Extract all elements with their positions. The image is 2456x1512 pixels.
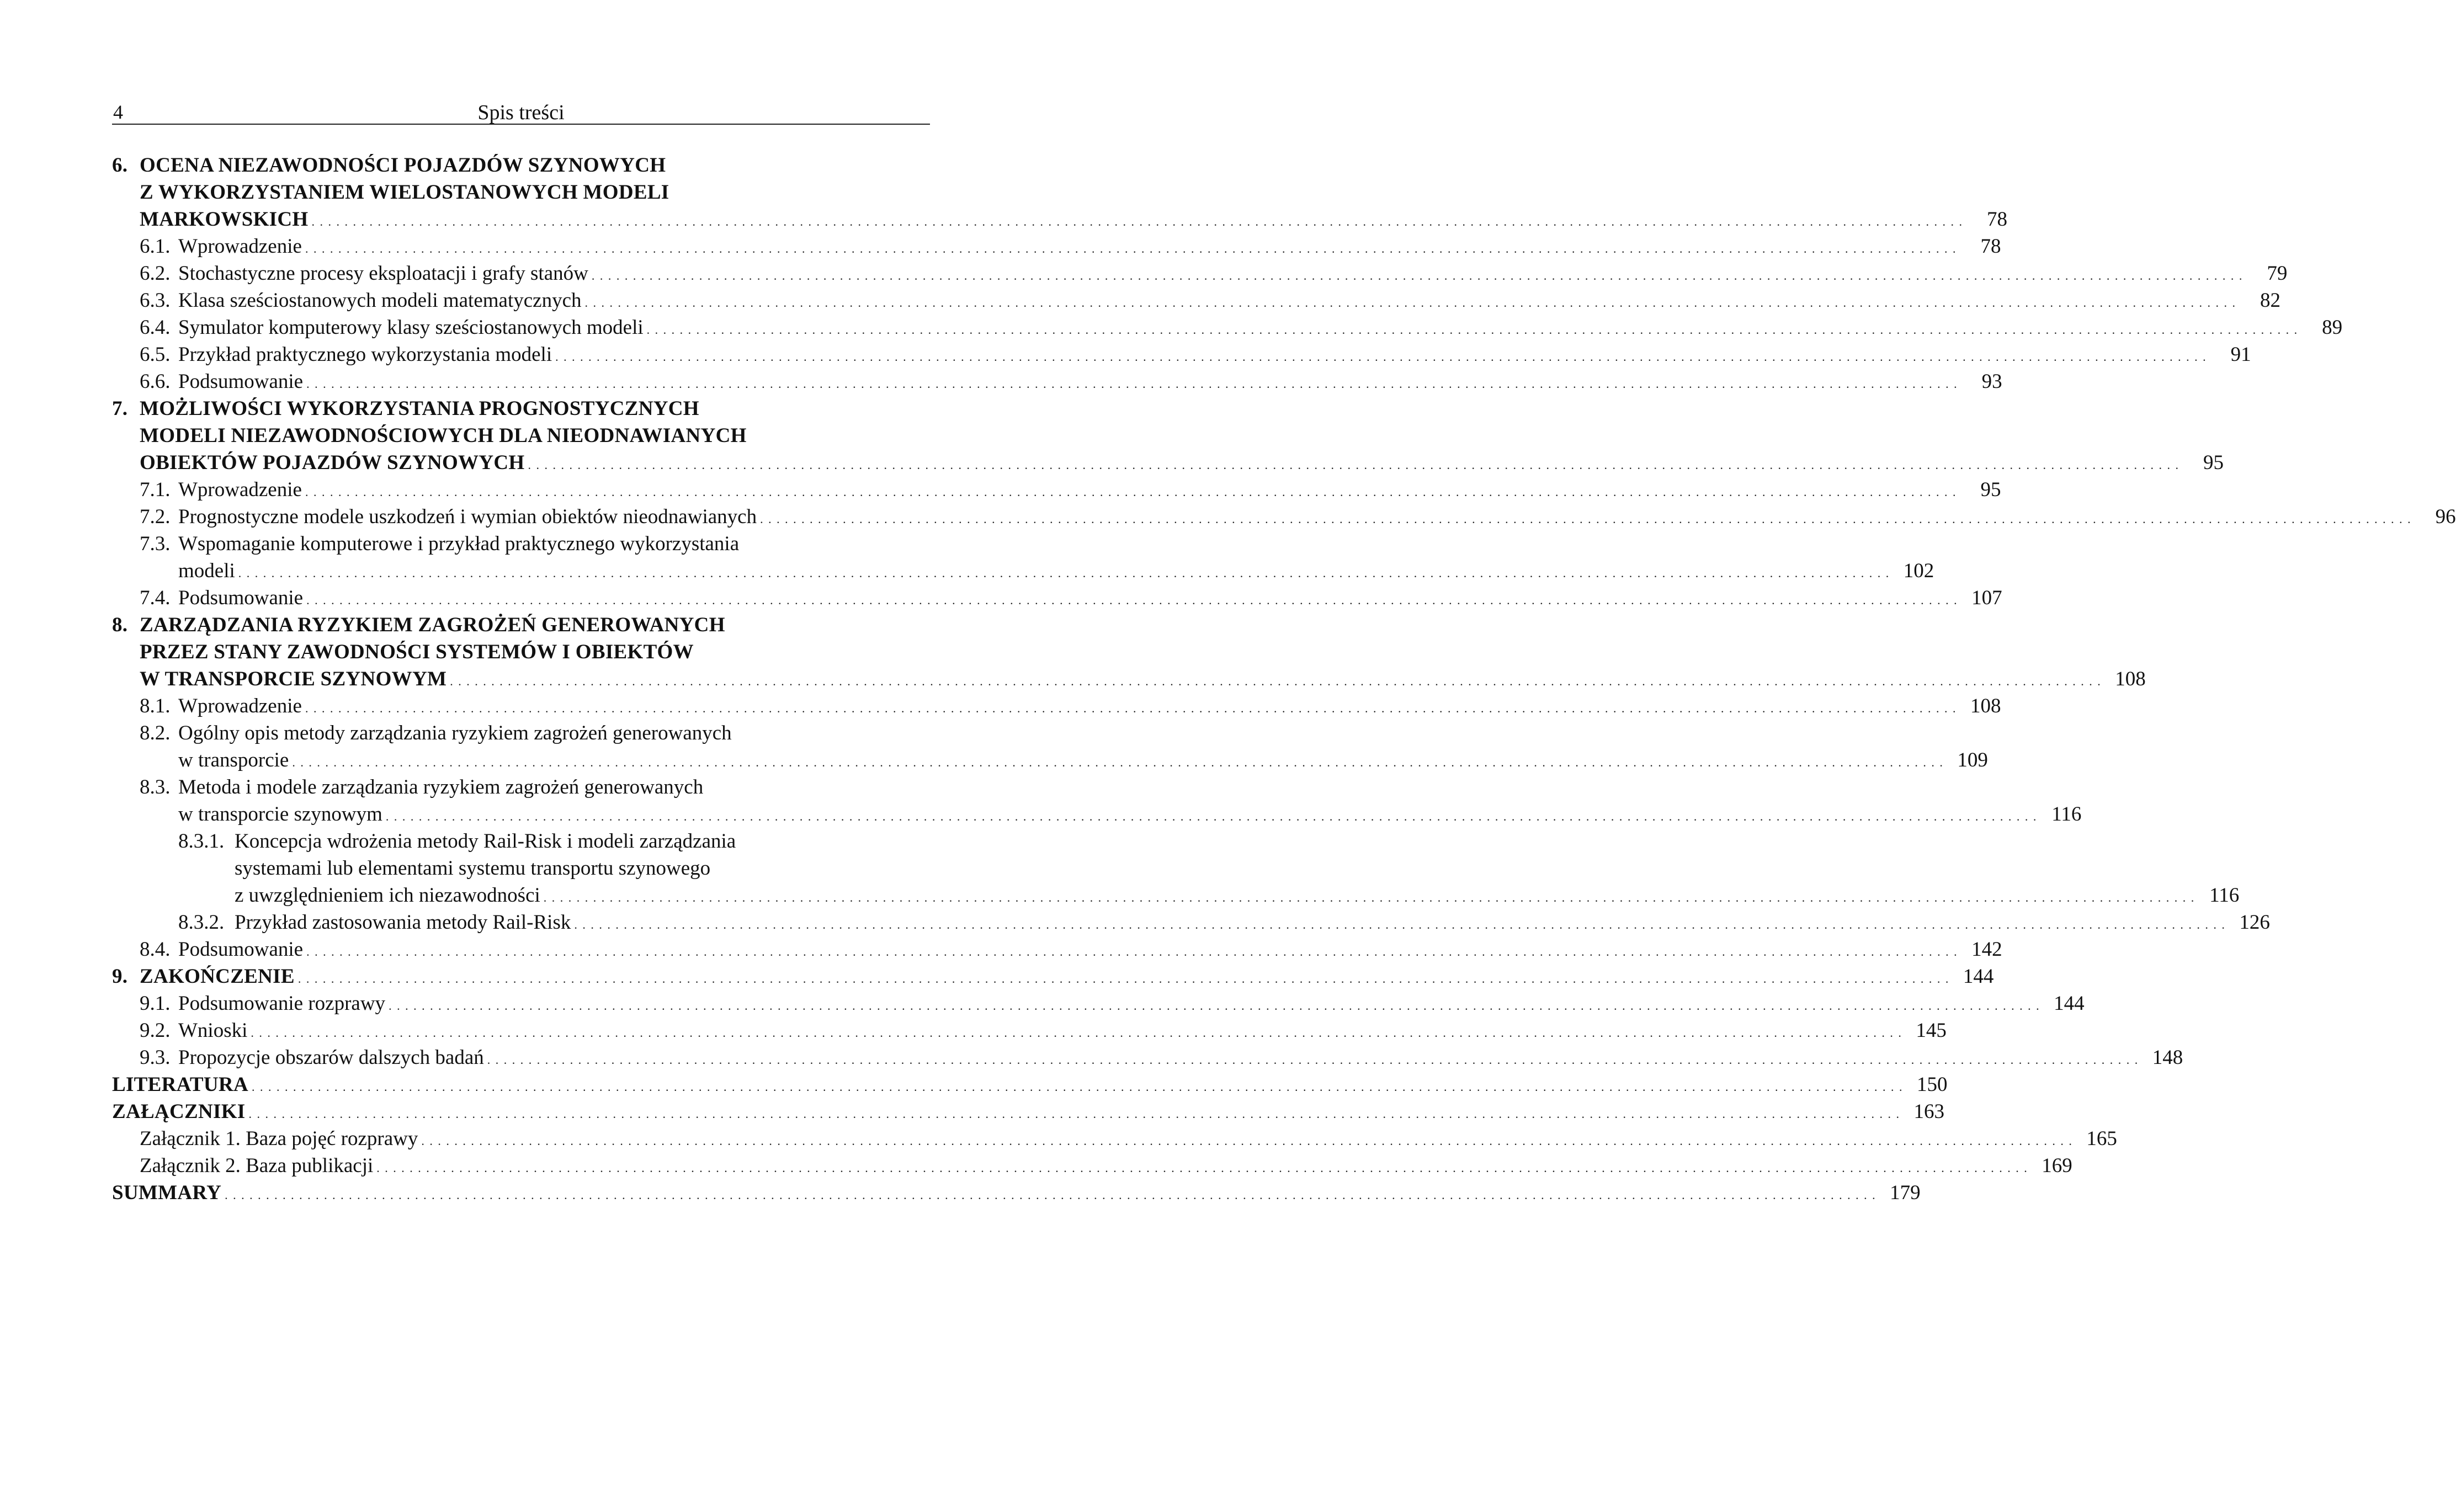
leader-dots: . . . . . . . . . . . . . . . . . . . . . . . . . . . . . . . . . . . . . . . . . . . . . . . . . . . . . . . . . . . . . . . . . . . . . . . . . . . . . . . . . . . . . . . . . . . . . . . . . . . . . . . . . . . . . . . . . . . . . . . . . . . . . . . . . . . . . . . . . . . . . . . . . . . . . . . . . . . . . . . . . . . . . . . . . . . . . . . . . . . . . . . . . . . . . . . . . . . . . . . . (248, 1107, 1900, 1121)
toc-line (112, 1044, 2183, 1071)
toc-entry-s831 (112, 828, 2240, 909)
toc-entry-s65 (112, 341, 2251, 368)
toc-title: w transporcie (178, 749, 289, 771)
toc-line (112, 530, 908, 557)
toc-page-number: 148 (2152, 1046, 2183, 1069)
toc-title: OCENA NIEZAWODNOŚCI POJAZDÓW SZYNOWYCH (140, 154, 666, 177)
page-number: 4 (113, 101, 123, 123)
toc-number: 8. (112, 614, 128, 636)
toc-page-number: 102 (1903, 560, 1934, 582)
toc-title: Stochastyczne procesy eksploatacji i grafy stanów (178, 262, 588, 285)
leader-dots: . . . . . . . . . . . . . . . . . . . . . . . . . . . . . . . . . . . . . . . . . . . . . . . . . . . . . . . . . . . . . . . . . . . . . . . . . . . . . . . . . . . . . . . . . . . . . . . . . . . . . . . . . . . . . . . . . . . . . . . . . . . . . . . . . . . . . . . . . . . . . . . . . . . . . . . . . . . . . . . . . . . . . . . . . . . . . . . . . . . . . . . . . . . . . . . . . . . . . . . . (385, 810, 2038, 823)
toc-title: Ogólny opis metody zarządzania ryzykiem zagrożeń generowanych (178, 722, 732, 744)
page-header (112, 95, 930, 125)
toc-title: PRZEZ STANY ZAWODNOŚCI SYSTEMÓW I OBIEKTÓW (140, 641, 694, 663)
toc-page-number: 144 (2054, 992, 2085, 1015)
toc-title: Wprowadzenie (178, 235, 302, 258)
toc-number: 6. (112, 154, 128, 177)
toc-title: ZARZĄDZANIA RYZYKIEM ZAGROŻEŃ GENEROWANYCH (140, 614, 725, 636)
toc-line (112, 1017, 1947, 1044)
leader-dots: . . . . . . . . . . . . . . . . . . . . . . . . . . . . . . . . . . . . . . . . . . . . . . . . . . . . . . . . . . . . . . . . . . . . . . . . . . . . . . . . . . . . . . . . . . . . . . . . . . . . . . . . . . . . . . . . . . . . . . . . . . . . . . . . . . . . . . . . . . . . . . . . . . . . . . . . . . . . . . . . . . . . . . . . . . . . . . . . . . . . . . . . . . . . . . . . . . . . . . . . (306, 377, 1958, 391)
toc-line (112, 828, 908, 855)
leader-dots: . . . . . . . . . . . . . . . . . . . . . . . . . . . . . . . . . . . . . . . . . . . . . . . . . . . . . . . . . . . . . . . . . . . . . . . . . . . . . . . . . . . . . . . . . . . . . . . . . . . . . . . . . . . . . . . . . . . . . . . . . . . . . . . . . . . . . . . . . . . . . . . . . . . . . . . . . . . . . . . . . . . . . . . . . . . . . . . . . . . . . . . . . . . . . . . . . . . . . . . . (311, 215, 1963, 228)
table-of-contents (112, 152, 2456, 1206)
toc-entry-s62 (112, 260, 2288, 287)
leader-dots: . . . . . . . . . . . . . . . . . . . . . . . . . . . . . . . . . . . . . . . . . . . . . . . . . . . . . . . . . . . . . . . . . . . . . . . . . . . . . . . . . . . . . . . . . . . . . . . . . . . . . . . . . . . . . . . . . . . . . . . . . . . . . . . . . . . . . . . . . . . . . . . . . . . . . . . . . . . . . . . . . . . . . . . . . . . . . . . . . . . . . . . . . . . . . . . . . . . . . . . . (251, 1080, 1904, 1094)
toc-page-number: 96 (2435, 505, 2456, 528)
toc-page-number: 78 (1980, 235, 2001, 258)
leader-dots: . . . . . . . . . . . . . . . . . . . . . . . . . . . . . . . . . . . . . . . . . . . . . . . . . . . . . . . . . . . . . . . . . . . . . . . . . . . . . . . . . . . . . . . . . . . . . . . . . . . . . . . . . . . . . . . . . . . . . . . . . . . . . . . . . . . . . . . . . . . . . . . . . . . . . . . . . . . . . . . . . . . . . . . . . . . . . . . . . . . . . . . . . . . . . . . . . . . . . . . . (584, 296, 2236, 310)
toc-line (112, 260, 2288, 287)
toc-line (112, 855, 908, 882)
toc-line (112, 206, 2007, 233)
toc-title: Przykład zastosowania metody Rail-Risk (235, 911, 571, 934)
toc-line (112, 1152, 2072, 1179)
toc-number: 8.3.1. (178, 830, 225, 853)
toc-page-number: 108 (2115, 668, 2146, 690)
toc-line (112, 449, 2224, 476)
toc-title: z uwzględnieniem ich niezawodności (235, 884, 540, 907)
toc-line (112, 557, 1934, 584)
toc-number: 6.6. (140, 370, 171, 393)
toc-entry-s92 (112, 1017, 1947, 1044)
toc-entry-c8 (112, 611, 2146, 693)
toc-line (112, 341, 2251, 368)
toc-number: 8.2. (140, 722, 171, 744)
toc-entry-zal (112, 1098, 1944, 1125)
toc-line (112, 638, 908, 666)
leader-dots: . . . . . . . . . . . . . . . . . . . . . . . . . . . . . . . . . . . . . . . . . . . . . . . . . . . . . . . . . . . . . . . . . . . . . . . . . . . . . . . . . . . . . . . . . . . . . . . . . . . . . . . . . . . . . . . . . . . . . . . . . . . . . . . . . . . . . . . . . . . . . . . . . . . . . . . . . . . . . . . . . . . . . . . . . . . . . . . . . . . . . . . . . . . . . . . . . . . . . . . . (555, 350, 2207, 364)
toc-line (112, 179, 908, 206)
toc-line (112, 611, 908, 638)
toc-number: 7.2. (140, 505, 171, 528)
toc-entry-s81 (112, 693, 2001, 720)
toc-number: 9. (112, 965, 128, 988)
toc-title: Podsumowanie (178, 587, 304, 609)
toc-page-number: 89 (2322, 316, 2343, 339)
toc-line (112, 584, 2002, 611)
toc-entry-s72 (112, 503, 2456, 530)
toc-line (112, 990, 2085, 1017)
leader-dots: . . . . . . . . . . . . . . . . . . . . . . . . . . . . . . . . . . . . . . . . . . . . . . . . . . . . . . . . . . . . . . . . . . . . . . . . . . . . . . . . . . . . . . . . . . . . . . . . . . . . . . . . . . . . . . . . . . . . . . . . . . . . . . . . . . . . . . . . . . . . . . . . . . . . . . . . . . . . . . . . . . . . . . . . . . . . . . . . . . . . . . . . . . . . . . . . . . . . . . . . (543, 891, 2195, 904)
toc-line (112, 476, 2001, 503)
leader-dots: . . . . . . . . . . . . . . . . . . . . . . . . . . . . . . . . . . . . . . . . . . . . . . . . . . . . . . . . . . . . . . . . . . . . . . . . . . . . . . . . . . . . . . . . . . . . . . . . . . . . . . . . . . . . . . . . . . . . . . . . . . . . . . . . . . . . . . . . . . . . . . . . . . . . . . . . . . . . . . . . . . . . . . . . . . . . . . . . . . . . . . . . . . . . . . . . . . . . . . . . (225, 1188, 1876, 1202)
toc-line (112, 801, 2082, 828)
toc-entry-s84 (112, 936, 2002, 963)
leader-dots: . . . . . . . . . . . . . . . . . . . . . . . . . . . . . . . . . . . . . . . . . . . . . . . . . . . . . . . . . . . . . . . . . . . . . . . . . . . . . . . . . . . . . . . . . . . . . . . . . . . . . . . . . . . . . . . . . . . . . . . . . . . . . . . . . . . . . . . . . . . . . . . . . . . . . . . . . . . . . . . . . . . . . . . . . . . . . . . . . . . . . . . . . . . . . . . . . . . . . . . . (528, 458, 2180, 472)
toc-line (112, 882, 2240, 909)
toc-line (112, 693, 2001, 720)
toc-line (112, 747, 1988, 774)
toc-number: 8.4. (140, 938, 171, 961)
toc-page-number: 150 (1916, 1073, 1948, 1096)
toc-number: 8.3. (140, 776, 171, 798)
leader-dots: . . . . . . . . . . . . . . . . . . . . . . . . . . . . . . . . . . . . . . . . . . . . . . . . . . . . . . . . . . . . . . . . . . . . . . . . . . . . . . . . . . . . . . . . . . . . . . . . . . . . . . . . . . . . . . . . . . . . . . . . . . . . . . . . . . . . . . . . . . . . . . . . . . . . . . . . . . . . . . . . . . . . . . . . . . . . . . . . . . . . . . . . . . . . . . . . . . . . . . . . (450, 674, 2102, 688)
toc-title: Załącznik 2. Baza publikacji (140, 1154, 374, 1177)
toc-entry-s61 (112, 233, 2001, 260)
toc-entry-s71 (112, 476, 2001, 503)
leader-dots: . . . . . . . . . . . . . . . . . . . . . . . . . . . . . . . . . . . . . . . . . . . . . . . . . . . . . . . . . . . . . . . . . . . . . . . . . . . . . . . . . . . . . . . . . . . . . . . . . . . . . . . . . . . . . . . . . . . . . . . . . . . . . . . . . . . . . . . . . . . . . . . . . . . . . . . . . . . . . . . . . . . . . . . . . . . . . . . . . . . . . . . . . . . . . . . . . . . . . . . . (646, 323, 2299, 337)
leader-dots: . . . . . . . . . . . . . . . . . . . . . . . . . . . . . . . . . . . . . . . . . . . . . . . . . . . . . . . . . . . . . . . . . . . . . . . . . . . . . . . . . . . . . . . . . . . . . . . . . . . . . . . . . . . . . . . . . . . . . . . . . . . . . . . . . . . . . . . . . . . . . . . . . . . . . . . . . . . . . . . . . . . . . . . . . . . . . . . . . . . . . . . . . . . . . . . . . . . . . . . . (297, 972, 1950, 986)
toc-line (112, 314, 2343, 341)
leader-dots: . . . . . . . . . . . . . . . . . . . . . . . . . . . . . . . . . . . . . . . . . . . . . . . . . . . . . . . . . . . . . . . . . . . . . . . . . . . . . . . . . . . . . . . . . . . . . . . . . . . . . . . . . . . . . . . . . . . . . . . . . . . . . . . . . . . . . . . . . . . . . . . . . . . . . . . . . . . . . . . . . . . . . . . . . . . . . . . . . . . . . . . . . . . . . . . . . . . . . . . . (306, 945, 1958, 959)
toc-line (112, 395, 908, 422)
toc-line (112, 287, 2280, 314)
toc-entry-c9 (112, 963, 1994, 990)
toc-page-number: 145 (1916, 1019, 1947, 1042)
toc-title: OBIEKTÓW POJAZDÓW SZYNOWYCH (140, 451, 525, 474)
toc-title: Z WYKORZYSTANIEM WIELOSTANOWYCH MODELI (140, 181, 669, 204)
toc-entry-s82 (112, 720, 1988, 774)
leader-dots: . . . . . . . . . . . . . . . . . . . . . . . . . . . . . . . . . . . . . . . . . . . . . . . . . . . . . . . . . . . . . . . . . . . . . . . . . . . . . . . . . . . . . . . . . . . . . . . . . . . . . . . . . . . . . . . . . . . . . . . . . . . . . . . . . . . . . . . . . . . . . . . . . . . . . . . . . . . . . . . . . . . . . . . . . . . . . . . . . . . . . . . . . . . . . . . . . . . . . . . . (306, 593, 1958, 607)
toc-entry-s832 (112, 909, 2270, 936)
toc-entry-s64 (112, 314, 2343, 341)
toc-title: MODELI NIEZAWODNOŚCIOWYCH DLA NIEODNAWIANYCH (140, 424, 747, 447)
toc-number: 9.3. (140, 1046, 171, 1069)
toc-title: modeli (178, 560, 235, 582)
toc-title: W TRANSPORCIE SZYNOWYM (140, 668, 447, 690)
toc-line (112, 909, 2270, 936)
toc-line (112, 233, 2001, 260)
toc-line (112, 1098, 1944, 1125)
toc-number: 7.3. (140, 533, 171, 555)
toc-line (112, 422, 908, 449)
toc-page-number: 169 (2042, 1154, 2072, 1177)
toc-title: SUMMARY (112, 1181, 222, 1204)
leader-dots: . . . . . . . . . . . . . . . . . . . . . . . . . . . . . . . . . . . . . . . . . . . . . . . . . . . . . . . . . . . . . . . . . . . . . . . . . . . . . . . . . . . . . . . . . . . . . . . . . . . . . . . . . . . . . . . . . . . . . . . . . . . . . . . . . . . . . . . . . . . . . . . . . . . . . . . . . . . . . . . . . . . . . . . . . . . . . . . . . . . . . . . . . . . . . . . . . . . . . . . . (251, 1026, 1902, 1040)
toc-title: w transporcie szynowym (178, 803, 382, 826)
toc-entry-s73 (112, 530, 1934, 584)
toc-line (112, 774, 908, 801)
toc-title: Podsumowanie (178, 938, 304, 961)
leader-dots: . . . . . . . . . . . . . . . . . . . . . . . . . . . . . . . . . . . . . . . . . . . . . . . . . . . . . . . . . . . . . . . . . . . . . . . . . . . . . . . . . . . . . . . . . . . . . . . . . . . . . . . . . . . . . . . . . . . . . . . . . . . . . . . . . . . . . . . . . . . . . . . . . . . . . . . . . . . . . . . . . . . . . . . . . . . . . . . . . . . . . . . . . . . . . . . . . . . . . . . . (487, 1053, 2139, 1067)
toc-page-number: 163 (1913, 1100, 1944, 1123)
toc-page-number: 107 (1971, 587, 2002, 609)
toc-line (112, 1179, 1921, 1206)
toc-entry-s91 (112, 990, 2085, 1017)
toc-title: Klasa sześciostanowych modeli matematycznych (178, 289, 582, 312)
toc-entry-s93 (112, 1044, 2183, 1071)
toc-entry-s66 (112, 368, 2002, 395)
toc-page-number: 91 (2230, 343, 2251, 366)
leader-dots: . . . . . . . . . . . . . . . . . . . . . . . . . . . . . . . . . . . . . . . . . . . . . . . . . . . . . . . . . . . . . . . . . . . . . . . . . . . . . . . . . . . . . . . . . . . . . . . . . . . . . . . . . . . . . . . . . . . . . . . . . . . . . . . . . . . . . . . . . . . . . . . . . . . . . . . . . . . . . . . . . . . . . . . . . . . . . . . . . . . . . . . . . . . . . . . . . . . . . . . . (292, 755, 1944, 769)
toc-page-number: 78 (1986, 208, 2007, 231)
toc-page-number: 109 (1957, 749, 1988, 771)
toc-entry-s83 (112, 774, 2082, 828)
toc-entry-c6 (112, 152, 2007, 233)
toc-title: MOŻLIWOŚCI WYKORZYSTANIA PROGNOSTYCZNYCH (140, 397, 699, 420)
toc-number: 8.1. (140, 695, 171, 717)
toc-title: Załącznik 1. Baza pojęć rozprawy (140, 1127, 418, 1150)
toc-line (112, 503, 2456, 530)
toc-line (112, 720, 908, 747)
toc-line (112, 666, 2146, 693)
toc-page-number: 82 (2260, 289, 2280, 312)
toc-entry-lit (112, 1071, 1948, 1098)
toc-entry-z2 (112, 1152, 2072, 1179)
toc-number: 9.2. (140, 1019, 171, 1042)
toc-title: Koncepcja wdrożenia metody Rail-Risk i modeli zarządzania (235, 830, 736, 853)
toc-title: Podsumowanie rozprawy (178, 992, 386, 1015)
leader-dots: . . . . . . . . . . . . . . . . . . . . . . . . . . . . . . . . . . . . . . . . . . . . . . . . . . . . . . . . . . . . . . . . . . . . . . . . . . . . . . . . . . . . . . . . . . . . . . . . . . . . . . . . . . . . . . . . . . . . . . . . . . . . . . . . . . . . . . . . . . . . . . . . . . . . . . . . . . . . . . . . . . . . . . . . . . . . . . . . . . . . . . . . . . . . . . . . . . . . . . . . (389, 999, 2040, 1013)
toc-number: 6.4. (140, 316, 171, 339)
toc-entry-s63 (112, 287, 2280, 314)
toc-page-number: 79 (2267, 262, 2288, 285)
toc-title: systemami lub elementami systemu transportu szynowego (235, 857, 711, 880)
toc-title: MARKOWSKICH (140, 208, 309, 231)
toc-title: Wprowadzenie (178, 478, 302, 501)
toc-entry-sum (112, 1179, 1921, 1206)
toc-line (112, 1125, 2117, 1152)
toc-line (112, 936, 2002, 963)
leader-dots: . . . . . . . . . . . . . . . . . . . . . . . . . . . . . . . . . . . . . . . . . . . . . . . . . . . . . . . . . . . . . . . . . . . . . . . . . . . . . . . . . . . . . . . . . . . . . . . . . . . . . . . . . . . . . . . . . . . . . . . . . . . . . . . . . . . . . . . . . . . . . . . . . . . . . . . . . . . . . . . . . . . . . . . . . . . . . . . . . . . . . . . . . . . . . . . . . . . . . . . . (574, 918, 2226, 931)
toc-line (112, 1071, 1948, 1098)
toc-title: Wspomaganie komputerowe i przykład praktycznego wykorzystania (178, 533, 740, 555)
toc-page-number: 116 (2209, 884, 2240, 907)
leader-dots: . . . . . . . . . . . . . . . . . . . . . . . . . . . . . . . . . . . . . . . . . . . . . . . . . . . . . . . . . . . . . . . . . . . . . . . . . . . . . . . . . . . . . . . . . . . . . . . . . . . . . . . . . . . . . . . . . . . . . . . . . . . . . . . . . . . . . . . . . . . . . . . . . . . . . . . . . . . . . . . . . . . . . . . . . . . . . . . . . . . . . . . . . . . . . . . . . . . . . . . . (760, 512, 2412, 526)
toc-page-number: 142 (1971, 938, 2002, 961)
toc-line (112, 368, 2002, 395)
toc-title: Propozycje obszarów dalszych badań (178, 1046, 484, 1069)
toc-title: Wnioski (178, 1019, 248, 1042)
toc-entry-z1 (112, 1125, 2117, 1152)
toc-title: Symulator komputerowy klasy sześciostanowych modeli (178, 316, 644, 339)
toc-page-number: 108 (1970, 695, 2001, 717)
toc-page-number: 144 (1963, 965, 1994, 988)
toc-title: ZAKOŃCZENIE (140, 965, 295, 988)
toc-number: 7. (112, 397, 128, 420)
toc-number: 6.2. (140, 262, 171, 285)
running-title: Spis treści (477, 101, 565, 124)
toc-title: ZAŁĄCZNIKI (112, 1100, 246, 1123)
toc-number: 6.1. (140, 235, 171, 258)
toc-line (112, 963, 1994, 990)
toc-page-number: 93 (1981, 370, 2002, 393)
toc-entry-s74 (112, 584, 2002, 611)
leader-dots: . . . . . . . . . . . . . . . . . . . . . . . . . . . . . . . . . . . . . . . . . . . . . . . . . . . . . . . . . . . . . . . . . . . . . . . . . . . . . . . . . . . . . . . . . . . . . . . . . . . . . . . . . . . . . . . . . . . . . . . . . . . . . . . . . . . . . . . . . . . . . . . . . . . . . . . . . . . . . . . . . . . . . . . . . . . . . . . . . . . . . . . . . . . . . . . . . . . . . . . . (376, 1161, 2028, 1175)
toc-number: 6.3. (140, 289, 171, 312)
toc-title: Przykład praktycznego wykorzystania modeli (178, 343, 552, 366)
leader-dots: . . . . . . . . . . . . . . . . . . . . . . . . . . . . . . . . . . . . . . . . . . . . . . . . . . . . . . . . . . . . . . . . . . . . . . . . . . . . . . . . . . . . . . . . . . . . . . . . . . . . . . . . . . . . . . . . . . . . . . . . . . . . . . . . . . . . . . . . . . . . . . . . . . . . . . . . . . . . . . . . . . . . . . . . . . . . . . . . . . . . . . . . . . . . . . . . . . . . . . . . (421, 1134, 2073, 1148)
toc-page-number: 179 (1890, 1181, 1921, 1204)
leader-dots: . . . . . . . . . . . . . . . . . . . . . . . . . . . . . . . . . . . . . . . . . . . . . . . . . . . . . . . . . . . . . . . . . . . . . . . . . . . . . . . . . . . . . . . . . . . . . . . . . . . . . . . . . . . . . . . . . . . . . . . . . . . . . . . . . . . . . . . . . . . . . . . . . . . . . . . . . . . . . . . . . . . . . . . . . . . . . . . . . . . . . . . . . . . . . . . . . . . . . . . . (238, 566, 1890, 580)
toc-page-number: 95 (1980, 478, 2001, 501)
toc-number: 6.5. (140, 343, 171, 366)
toc-number: 8.3.2. (178, 911, 225, 934)
toc-title: Metoda i modele zarządzania ryzykiem zagrożeń generowanych (178, 776, 704, 798)
toc-page-number: 116 (2051, 803, 2082, 826)
toc-number: 7.1. (140, 478, 171, 501)
toc-title: Wprowadzenie (178, 695, 302, 717)
toc-title: Prognostyczne modele uszkodzeń i wymian obiektów nieodnawianych (178, 505, 757, 528)
toc-entry-c7 (112, 395, 2224, 476)
leader-dots: . . . . . . . . . . . . . . . . . . . . . . . . . . . . . . . . . . . . . . . . . . . . . . . . . . . . . . . . . . . . . . . . . . . . . . . . . . . . . . . . . . . . . . . . . . . . . . . . . . . . . . . . . . . . . . . . . . . . . . . . . . . . . . . . . . . . . . . . . . . . . . . . . . . . . . . . . . . . . . . . . . . . . . . . . . . . . . . . . . . . . . . . . . . . . . . . . . . . . . . . (591, 269, 2244, 283)
toc-number: 7.4. (140, 587, 171, 609)
toc-page-number: 126 (2239, 911, 2270, 934)
toc-title: LITERATURA (112, 1073, 248, 1096)
toc-number: 9.1. (140, 992, 171, 1015)
leader-dots: . . . . . . . . . . . . . . . . . . . . . . . . . . . . . . . . . . . . . . . . . . . . . . . . . . . . . . . . . . . . . . . . . . . . . . . . . . . . . . . . . . . . . . . . . . . . . . . . . . . . . . . . . . . . . . . . . . . . . . . . . . . . . . . . . . . . . . . . . . . . . . . . . . . . . . . . . . . . . . . . . . . . . . . . . . . . . . . . . . . . . . . . . . . . . . . . . . . . . . . . (305, 485, 1957, 499)
toc-page-number: 165 (2086, 1127, 2117, 1150)
leader-dots: . . . . . . . . . . . . . . . . . . . . . . . . . . . . . . . . . . . . . . . . . . . . . . . . . . . . . . . . . . . . . . . . . . . . . . . . . . . . . . . . . . . . . . . . . . . . . . . . . . . . . . . . . . . . . . . . . . . . . . . . . . . . . . . . . . . . . . . . . . . . . . . . . . . . . . . . . . . . . . . . . . . . . . . . . . . . . . . . . . . . . . . . . . . . . . . . . . . . . . . . (305, 701, 1957, 715)
toc-title: Podsumowanie (178, 370, 304, 393)
toc-page-number: 95 (2203, 451, 2224, 474)
toc-line (112, 152, 908, 179)
leader-dots: . . . . . . . . . . . . . . . . . . . . . . . . . . . . . . . . . . . . . . . . . . . . . . . . . . . . . . . . . . . . . . . . . . . . . . . . . . . . . . . . . . . . . . . . . . . . . . . . . . . . . . . . . . . . . . . . . . . . . . . . . . . . . . . . . . . . . . . . . . . . . . . . . . . . . . . . . . . . . . . . . . . . . . . . . . . . . . . . . . . . . . . . . . . . . . . . . . . . . . . . (305, 242, 1957, 255)
